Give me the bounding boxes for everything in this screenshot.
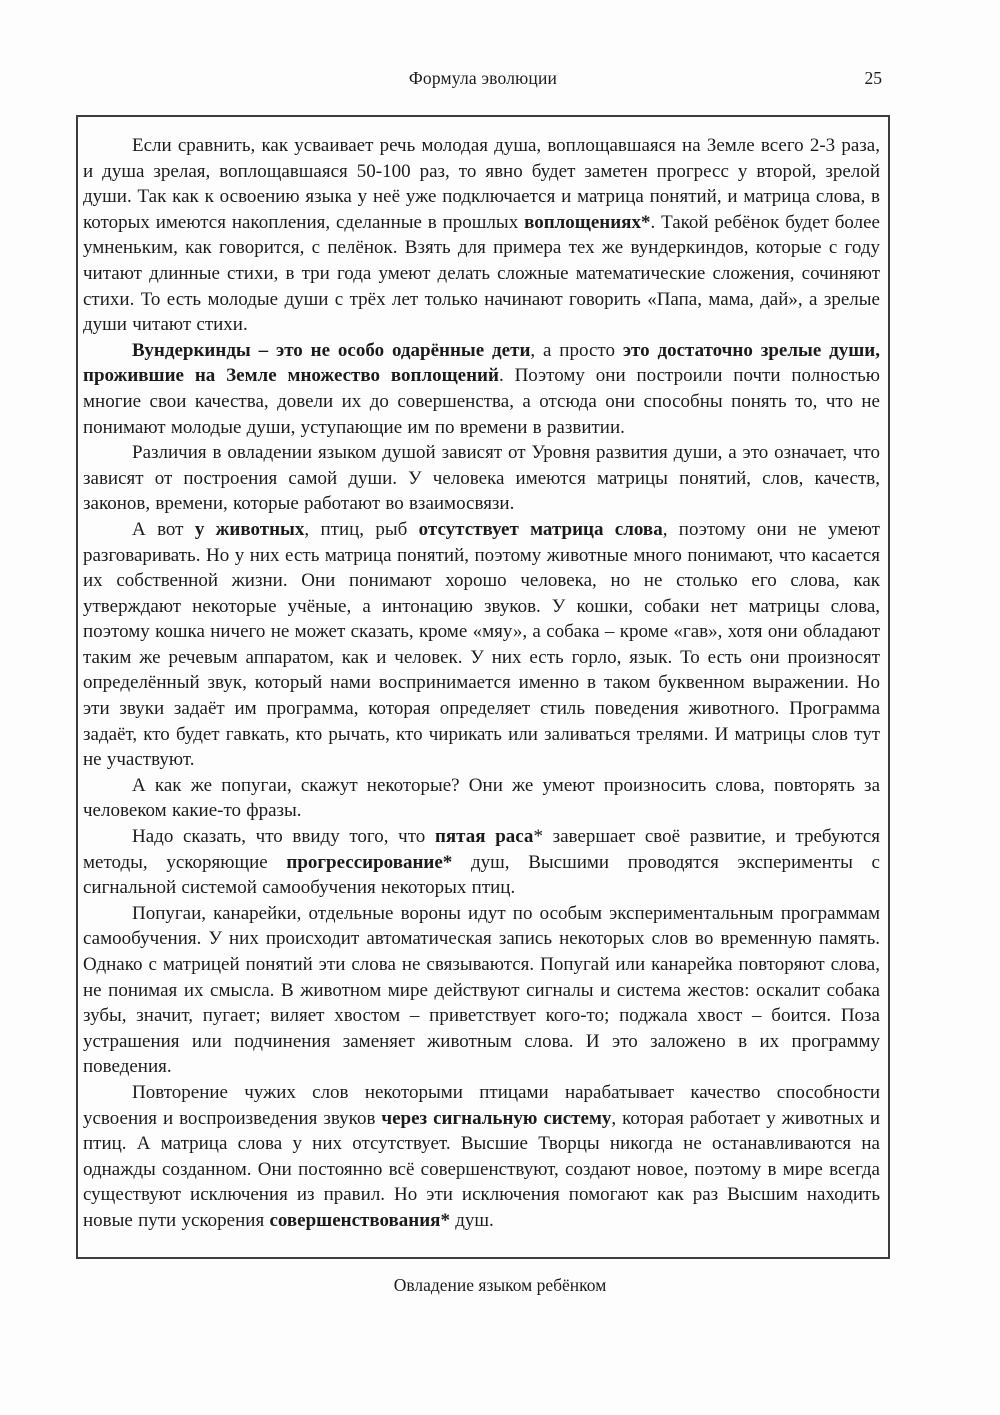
text-frame <box>76 115 890 1259</box>
paragraph: А как же попугаи, скажут некоторые? Они же умеют произносить слова, повторять за человеком какие-то фразы. <box>83 774 880 822</box>
paragraph: Попугаи, канарейки, отдельные вороны идут по особым экспериментальным программам самообучения. У них происходит автоматическая запись некоторых слов во временную память. Однако с матрицей понятий эти слова не связываются. Попугай или канарейка повторяют слова, не понимая их смысла. В животном мире действуют сигналы и система жестов: оскалит собака зубы, значит, пугает; виляет хвостом – приветствует кого-то; поджала хвост – боится. Поза устрашения или подчинения заменяет животным слова. И это заложено в их программу поведения. <box>83 902 880 1078</box>
footer-caption: Овладение языком ребёнком <box>393 1275 607 1295</box>
paragraph: Различия в овладении языком душой зависят от Уровня развития души, а это означает, что зависят от построения самой души. У человека имеются матрицы понятий, слов, качеств, законов, времени, которые работают во взаимосвязи. <box>83 442 880 515</box>
paragraph: А вот у животных, птиц, рыб отсутствует матрица слова, поэтому они не умеют разговаривать. Но у них есть матрица понятий, поэтому животные много понимают, что касается их собственной жизни. Они понимают хорошо человека, но не столько его слова, как утверждают некоторые учёные, а интонацию звуков. У кошки, собаки нет матрицы слова, поэтому кошка ничего не может сказать, кроме «мяу», а собака – кроме «гав», хотя они обладают таким же речевым аппаратом, как и человек. У них есть горло, язык. То есть они произносят определённый звук, который нами воспринимается именно в таком буквенном выражении. Но эти звуки задаёт им программа, которая определяет стиль поведения животного. Программа задаёт, кто будет гавкать, кто рычать, кто чирикать или заливаться трелями. И матрицы слов тут не участвуют. <box>83 518 880 771</box>
paragraph: Вундеркинды – это не особо одарённые дети, а просто это достаточно зрелые души, прожившие на Земле множество воплощений. Поэтому они построили почти полностью многие свои качества, довели их до совершенства, а отсюда они способны понять то, что не понимают молодые души, уступающие им по времени в развитии. <box>83 339 880 438</box>
paragraph: Повторение чужих слов некоторыми птицами нарабатывает качество способности усвоения и воспроизведения звуков через сигнальную систему, которая работает у животных и птиц. А матрица слова у них отсутствует. Высшие Творцы никогда не останавливаются на однажды созданном. Они постоянно всё совершенствуют, создают новое, поэтому в мире всегда существуют исключения из правил. Но эти исключения помогают как раз Высшим находить новые пути ускорения совершенствования* душ. <box>83 1081 880 1231</box>
paragraph: Если сравнить, как усваивает речь молодая душа, воплощавшаяся на Земле всего 2-3 раза, и душа зрелая, воплощавшаяся 50-100 раз, то явно будет заметен прогресс у второй, зрелой души. Так как к освоению языка у неё уже подключается и матрица понятий, и матрица слова, в которых имеются накопления, сделанные в прошлых воплощениях*. Такой ребёнок будет более умненьким, как говорится, с пелёнок. Взять для примера тех же вундеркиндов, которые с году читают длинные стихи, в три года умеют делать сложные математические сложения, сочиняют стихи. То есть молодые души с трёх лет только начинают говорить «Папа, мама, дай», а зрелые души читают стихи. <box>83 135 880 336</box>
running-header-title: Формула эволюции <box>408 68 558 88</box>
running-header <box>76 67 890 91</box>
paragraph: Надо сказать, что ввиду того, что пятая раса* завершает своё развитие, и требуются методы, ускоряющие прогрессирование* душ, Высшими проводятся эксперименты с сигнальной системой самообучения некоторых птиц. <box>83 826 880 899</box>
page-number: 25 <box>864 68 882 88</box>
